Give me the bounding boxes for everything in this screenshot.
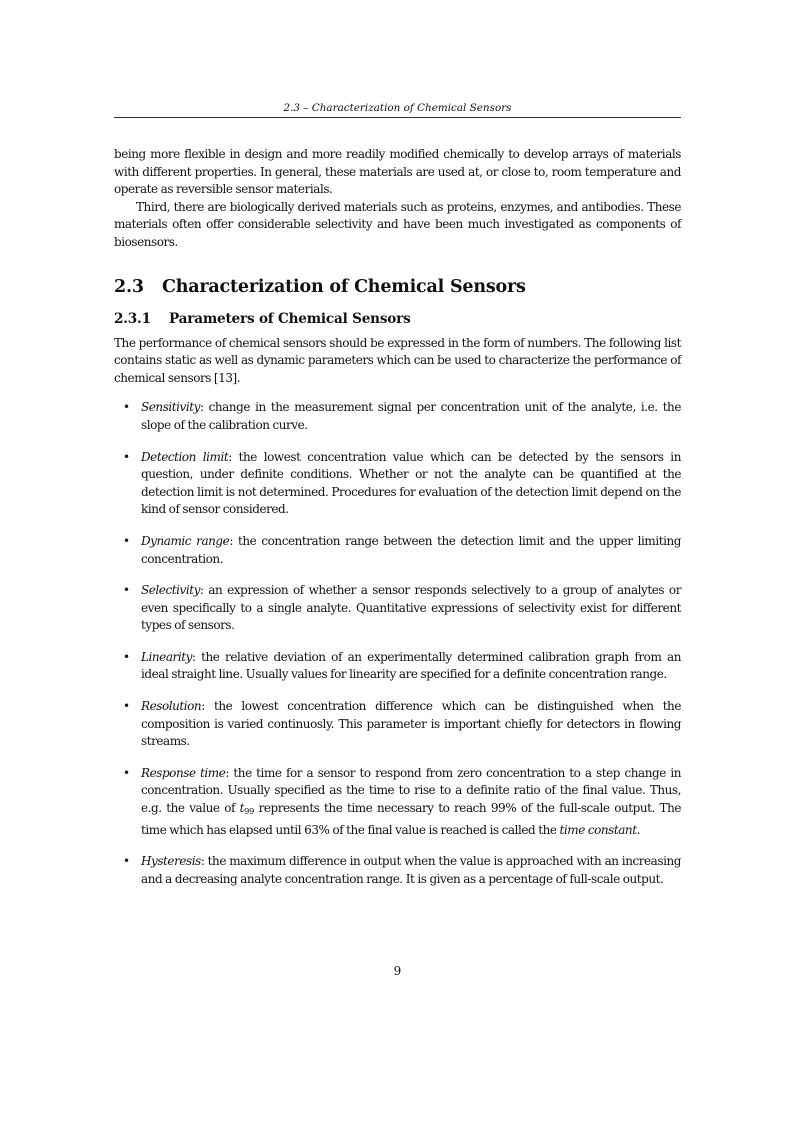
item-term: Sensitivity xyxy=(141,400,200,415)
bullet-icon: • xyxy=(123,649,130,664)
item-text: : the lowest concentration difference which can be distinguished when the composition is varied continuosly. This parameter is important chiefly for detectors in flowing streams. xyxy=(141,699,681,749)
bullet-icon: • xyxy=(123,533,130,548)
item-text: : the lowest concentration value which can be detected by the sensors in question, under definite conditions. Whether or not the analyte can be quantified at the detection limit is not determined. Procedures for evaluation of the detection limit depend on the kind of sensor considered. xyxy=(141,449,681,517)
section-number: 2.3 xyxy=(114,276,144,297)
bullet-icon: • xyxy=(123,400,130,415)
parameter-list xyxy=(114,399,681,888)
list-item xyxy=(123,853,681,888)
lead-paragraph: The performance of chemical sensors should be expressed in the form of numbers. The following list contains static as well as dynamic parameters which can be used to characterize the performance of chemical sensors [13]. xyxy=(114,335,681,385)
math-subscript: 99 xyxy=(244,807,254,818)
list-item xyxy=(123,449,681,519)
page-body xyxy=(114,146,681,902)
header-rule xyxy=(114,117,681,118)
section-title: Characterization of Chemical Sensors xyxy=(162,276,526,297)
emphasized-term: time constant xyxy=(559,822,637,837)
section-heading xyxy=(114,276,681,298)
item-text: represents the time necessary to reach 99% of the full-scale output. The time which has elapsed until 63% of the final value is reached is called the xyxy=(141,801,682,837)
bullet-icon: • xyxy=(123,854,130,869)
item-text: : the concentration range between the detection limit and the upper limiting concentration. xyxy=(141,533,681,566)
item-term: Linearity xyxy=(141,649,192,664)
item-text: . xyxy=(636,822,640,837)
list-item xyxy=(123,582,681,635)
subsection-number: 2.3.1 xyxy=(114,310,151,327)
intro-paragraph-2: Third, there are biologically derived materials such as proteins, enzymes, and antibodies. These materials often offer considerable selectivity and have been much investigated as components of biosensors. xyxy=(114,199,681,249)
list-item xyxy=(123,698,681,751)
item-term: Resolution xyxy=(141,699,202,714)
item-term: Response time xyxy=(141,765,226,780)
bullet-icon: • xyxy=(123,699,130,714)
item-term: Detection limit xyxy=(141,449,229,464)
item-text: : change in the measurement signal per concentration unit of the analyte, i.e. the slope of the calibration curve. xyxy=(141,400,681,432)
item-term: Selectivity xyxy=(141,583,200,598)
item-text: : the time for a sensor to respond from zero concentration to a step change in concentration. Usually specified as the time to rise to a definite ratio of the final value. Thus, e.g. the value of xyxy=(141,765,681,816)
subsection-heading xyxy=(114,310,681,328)
bullet-icon: • xyxy=(123,583,130,598)
list-item xyxy=(123,649,681,684)
bullet-icon: • xyxy=(123,765,130,780)
math-variable: t xyxy=(239,801,244,816)
subsection-title: Parameters of Chemical Sensors xyxy=(169,310,411,327)
item-text: : an expression of whether a sensor responds selectively to a group of analytes or even specifically to a single analyte. Quantitative expressions of selectivity exist for different types of sensors. xyxy=(141,583,681,633)
item-text: : the relative deviation of an experimentally determined calibration graph from an ideal straight line. Usually values for linearity are specified for a definite concentration range. xyxy=(141,649,681,682)
intro-paragraph-1: being more flexible in design and more readily modified chemically to develop arrays of materials with different properties. In general, these materials are used at, or close to, room temperature and operate as reversible sensor materials. xyxy=(114,147,681,197)
bullet-icon: • xyxy=(123,449,130,464)
page-number: 9 xyxy=(393,964,402,978)
running-header: 2.3 – Characterization of Chemical Sensors xyxy=(283,102,512,114)
item-text: : the maximum difference in output when the value is approached with an increasing and a decreasing analyte concentration range. It is given as a percentage of full-scale output. xyxy=(141,854,681,886)
item-term: Dynamic range xyxy=(141,533,230,548)
item-term: Hysteresis xyxy=(141,854,201,869)
list-item xyxy=(123,533,681,568)
list-item xyxy=(123,399,681,434)
list-item xyxy=(123,765,682,839)
